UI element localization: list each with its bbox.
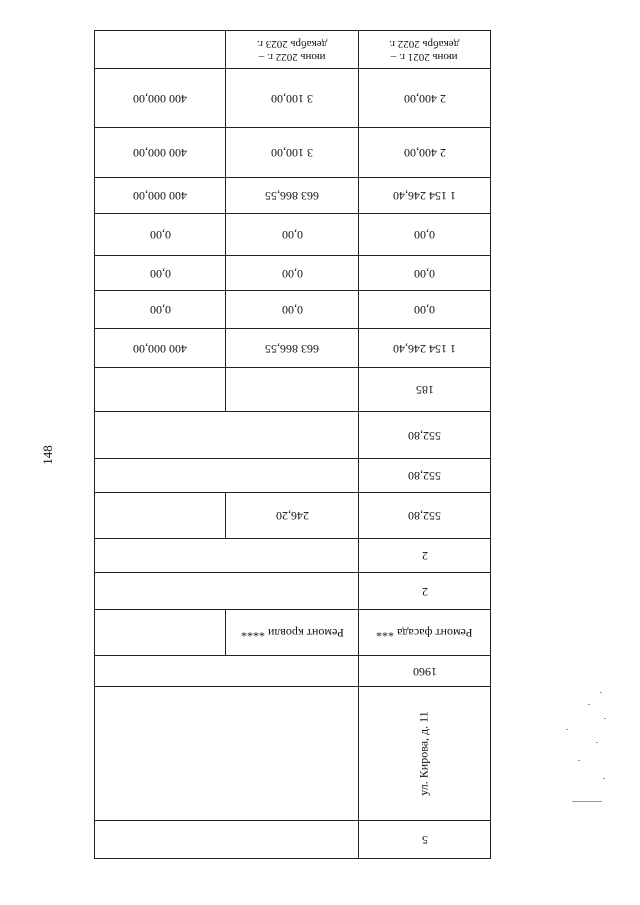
cell-value: 0,00 xyxy=(149,303,171,317)
work-type-facade: Ремонт фасада *** xyxy=(376,626,473,640)
table-cell xyxy=(95,128,225,177)
table-cell xyxy=(226,493,358,538)
cell-value: 1 154 246,40 xyxy=(393,189,456,203)
table-cell xyxy=(359,610,490,655)
cell-value: 3 100,00 xyxy=(271,146,313,160)
table-cell xyxy=(359,656,490,686)
table-cell-merged xyxy=(95,656,358,686)
table-border-right xyxy=(490,30,491,858)
header-cell xyxy=(226,31,358,68)
table-cell xyxy=(95,178,225,213)
table-cell xyxy=(226,256,358,290)
header-cell xyxy=(359,31,490,68)
table-cell xyxy=(359,459,490,492)
table-cell xyxy=(95,214,225,255)
table-cell xyxy=(359,214,490,255)
table-cell xyxy=(95,69,225,127)
table-cell xyxy=(226,329,358,367)
table-cell xyxy=(226,128,358,177)
cell-value: 552,80 xyxy=(408,469,441,483)
cell-value: 2 xyxy=(421,549,428,563)
cell-value: 400 000,00 xyxy=(133,146,187,160)
table-cell xyxy=(359,329,490,367)
cell-value: 246,20 xyxy=(275,509,309,523)
cell-value: 1 154 246,40 xyxy=(393,341,456,356)
row-number: 5 xyxy=(421,833,428,847)
header-cell xyxy=(95,31,225,68)
table-cell xyxy=(95,610,225,655)
table-cell-merged xyxy=(95,539,358,572)
header-period-line: июнь 2022 г. – xyxy=(258,50,326,63)
table-cell xyxy=(226,610,358,655)
table-cell xyxy=(359,368,490,411)
header-period-line: декабрь 2022 г. xyxy=(389,37,460,50)
table-cell-merged xyxy=(95,368,358,411)
table-cell xyxy=(359,412,490,458)
table-cell xyxy=(359,539,490,572)
table-cell xyxy=(359,291,490,328)
cell-value: 552,80 xyxy=(408,428,441,443)
table-cell xyxy=(359,69,490,127)
table-cell xyxy=(95,329,225,367)
cell-value: 2 400,00 xyxy=(403,146,446,160)
cell-value: 663 866,55 xyxy=(265,341,319,356)
table-cell xyxy=(95,256,225,290)
cell-value: 400 000,00 xyxy=(133,91,187,106)
cell-value: 663 866,55 xyxy=(265,189,319,203)
table-cell xyxy=(359,178,490,213)
work-type-roof: Ремонт кровли **** xyxy=(240,626,344,640)
cell-value: 0,00 xyxy=(149,266,171,281)
table-cell xyxy=(95,493,225,538)
table-border-bottom xyxy=(94,858,491,859)
cell-value: 0,00 xyxy=(281,266,303,281)
table-cell-merged xyxy=(95,687,358,820)
table-cell-merged xyxy=(95,459,358,492)
cell-value: 400 000,00 xyxy=(133,341,187,356)
table-cell xyxy=(226,291,358,328)
cell-value: 2 xyxy=(421,584,428,599)
table-cell xyxy=(359,256,490,290)
cell-value: 0,00 xyxy=(414,228,435,242)
table-cell xyxy=(359,821,490,858)
cell-value: 0,00 xyxy=(414,266,435,281)
cell-value: 552,80 xyxy=(408,509,441,523)
table-cell-merged xyxy=(95,573,358,609)
cell-value: 0,00 xyxy=(281,303,303,317)
cell-value: 0,00 xyxy=(281,228,303,242)
cell-value: 3 100,00 xyxy=(271,91,313,106)
table-cell xyxy=(226,178,358,213)
table-cell xyxy=(226,69,358,127)
cell-value: 0,00 xyxy=(149,228,171,242)
table-cell-merged xyxy=(95,821,358,858)
build-year: 1960 xyxy=(412,664,437,679)
header-period-line: декабрь 2023 г. xyxy=(256,37,328,50)
table-cell xyxy=(226,214,358,255)
table-cell xyxy=(359,493,490,538)
cell-value: 0,00 xyxy=(414,303,435,317)
table-cell xyxy=(359,687,490,820)
address-value: ул. Кирова, д. 11 xyxy=(416,711,431,796)
cell-value: 2 400,00 xyxy=(403,91,446,106)
page-number: 148 xyxy=(40,445,55,465)
cell-value: 185 xyxy=(415,383,434,397)
table-cell-merged xyxy=(95,412,358,458)
header-period-line: июнь 2021 г. – xyxy=(391,50,458,63)
cell-value: 400 000,00 xyxy=(133,189,187,203)
table-cell xyxy=(95,291,225,328)
table-cell xyxy=(359,573,490,609)
table-cell xyxy=(359,128,490,177)
